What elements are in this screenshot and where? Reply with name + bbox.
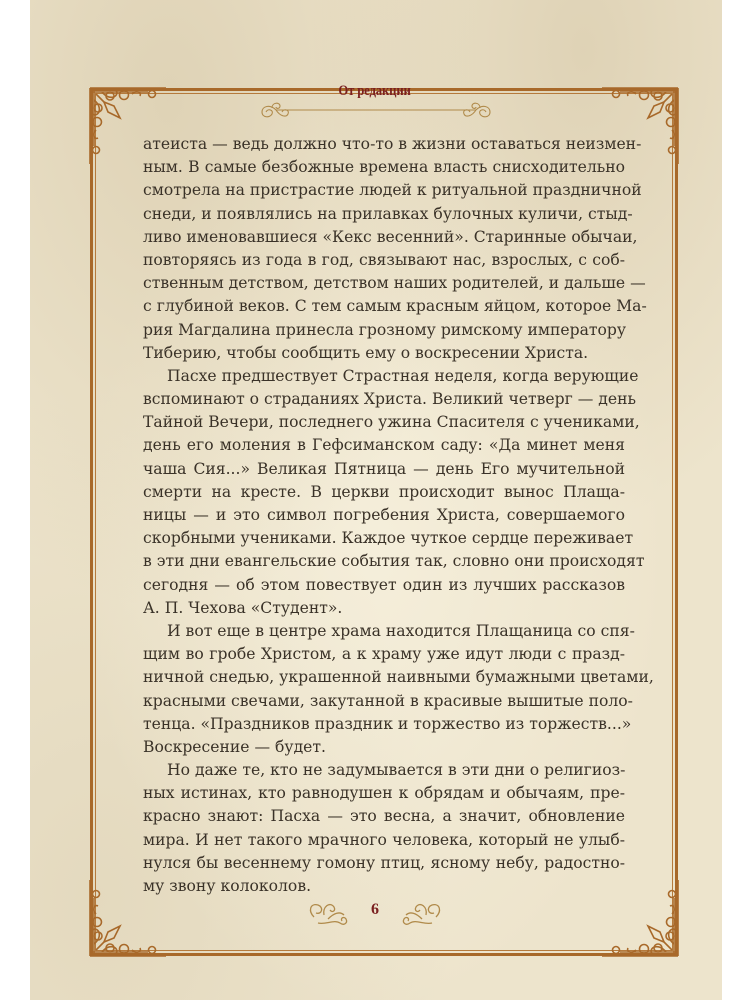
text-line: нулся бы весеннему гомону птиц, ясному небу, радостно- — [143, 853, 625, 872]
text-line: ным. В самые безбожные времена власть снисходительно — [143, 158, 625, 177]
text-line: вспоминают о страданиях Христа. Великий четверг — день — [143, 390, 636, 409]
text-line: Пасхе предшествует Страстная неделя, когда верующие — [167, 366, 639, 385]
text-line: Но даже те, кто не задумывается в эти дни о религиоз- — [167, 761, 626, 780]
paragraph — [143, 620, 654, 759]
text-line: чаша Сия...» Великая Пятница — день Его мучительной — [143, 459, 625, 478]
text-line: ничной снедью, украшенной наивными бумажными цветами, — [143, 668, 654, 687]
text-line: скорбными учениками. Каждое чуткое сердце переживает — [143, 529, 634, 548]
text-line: ственным детством, детством наших родителей, и дальше — — [143, 274, 646, 293]
text-line: Тиберию, чтобы сообщить ему о воскресении Христа. — [143, 343, 589, 362]
footer-flourish-right-icon — [396, 899, 446, 931]
text-line: щим во гробе Христом, а к храму уже идут люди с празд- — [143, 645, 625, 664]
page-number: 6 — [371, 901, 379, 918]
text-line: И вот еще в центре храма находится Плащаница со спя- — [167, 621, 635, 640]
text-line: рия Магдалина принесла грозному римскому императору — [143, 320, 627, 339]
text-line: с глубиной веков. С тем самым красным яйцом, которое Ма- — [143, 297, 647, 316]
text-line: сегодня — об этом повествует один из лучших рассказов — [143, 575, 625, 594]
text-line: смотрела на пристрастие людей к ритуальной праздничной — [143, 181, 642, 200]
text-line: снеди, и появлялись на прилавках булочных куличи, стыд- — [143, 204, 633, 223]
text-line: му звону колоколов. — [143, 877, 312, 895]
text-line: смерти на кресте. В церкви происходит вынос Плаща- — [143, 482, 625, 501]
paragraph — [143, 759, 625, 898]
text-line: в эти дни евангельские события так, словно они происходят — [143, 552, 645, 571]
text-line: атеиста — ведь должно что-то в жизни оставаться неизмен- — [143, 135, 642, 153]
text-line: мира. И нет такого мрачного человека, который не улыб- — [143, 830, 625, 849]
text-line: красно знают: Пасха — это весна, а значит, обновление — [143, 807, 625, 826]
text-line: Тайной Вечери, последнего ужина Спасителя с учениками, — [143, 413, 640, 432]
header-divider-flourish-icon — [254, 102, 498, 122]
page-footer — [300, 895, 450, 935]
text-line: тенца. «Праздников праздник и торжество из торжеств...» — [143, 714, 632, 733]
paragraph — [143, 133, 647, 365]
text-line: повторяясь из года в год, связывают нас, взрослых, с соб- — [143, 250, 625, 269]
text-line: Воскресение — будет. — [143, 737, 326, 756]
section-title: От редакции — [338, 83, 412, 99]
article-body — [143, 133, 654, 898]
text-line: А. П. Чехова «Студент». — [143, 598, 343, 617]
text-line: день его моления в Гефсиманском саду: «Да минет меня — [143, 436, 625, 455]
paragraph — [143, 365, 645, 620]
text-line: красными свечами, закутанной в красивые вышитые поло- — [143, 691, 633, 710]
text-line: ницы — и это символ погребения Христа, совершаемого — [143, 506, 625, 524]
section-header — [240, 82, 510, 100]
text-line: ливо именовавшиеся «Кекс весенний». Старинные обычаи, — [143, 227, 638, 246]
text-line: ных истинах, кто равнодушен к обрядам и обычаям, пре- — [143, 784, 625, 803]
